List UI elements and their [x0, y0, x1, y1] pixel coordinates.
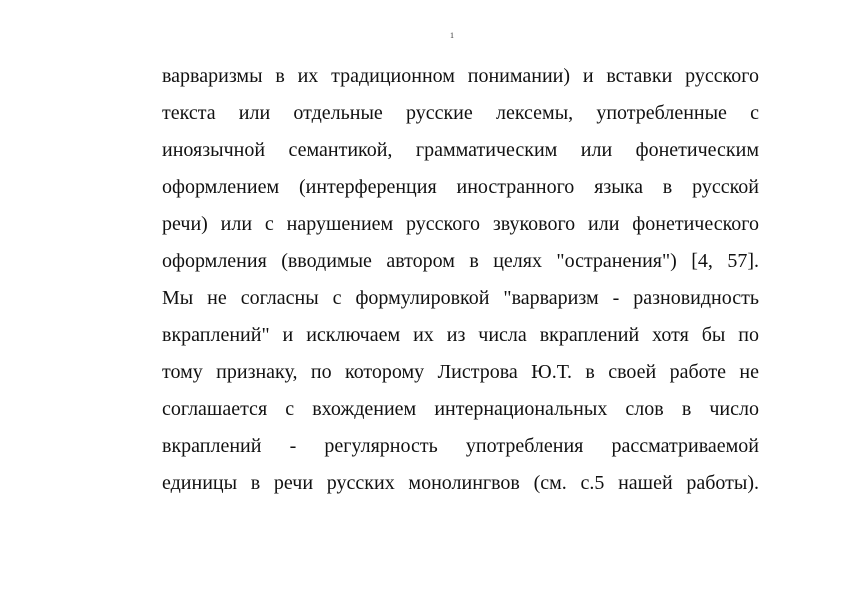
- text-line: единицы в речи русских монолингвов (см. с.5 нашей работы).: [162, 472, 759, 494]
- body-text: [162, 58, 759, 502]
- text-line: вкраплений" и исключаем их из числа вкраплений хотя бы по: [162, 324, 759, 346]
- text-line: вкраплений - регулярность употребления рассматриваемой: [162, 435, 759, 457]
- text-line: оформления (вводимые автором в целях "остранения") [4, 57].: [162, 250, 759, 272]
- page-number: 1: [450, 31, 454, 40]
- text-line: варваризмы в их традиционном понимании) и вставки русского: [162, 65, 759, 87]
- text-line: текста или отдельные русские лексемы, употребленные с: [162, 102, 759, 124]
- text-line: иноязычной семантикой, грамматическим или фонетическим: [162, 139, 759, 161]
- text-line: тому признаку, по которому Листрова Ю.Т. в своей работе не: [162, 361, 759, 383]
- text-line: оформлением (интерференция иностранного языка в русской: [162, 176, 759, 198]
- text-line: речи) или с нарушением русского звукового или фонетического: [162, 213, 759, 235]
- text-line: Мы не согласны с формулировкой "варваризм - разновидность: [162, 287, 759, 309]
- text-line: соглашается с вхождением интернациональных слов в число: [162, 398, 759, 420]
